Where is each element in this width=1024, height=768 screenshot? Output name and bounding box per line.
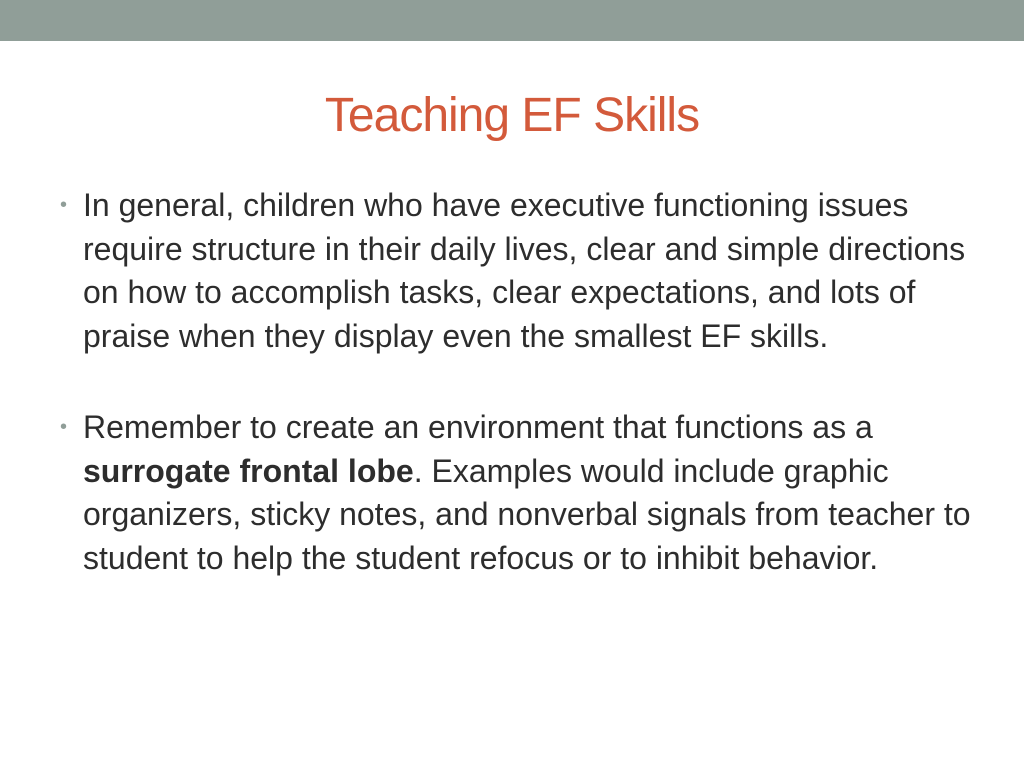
bullet-text-start: Remember to create an environment that functions as a xyxy=(83,409,873,445)
bullet-text xyxy=(83,406,980,580)
top-accent-bar xyxy=(0,0,1024,41)
bullet-text: In general, children who have executive functioning issues require structure in their daily lives, clear and simple directions on how to accomplish tasks, clear expectations, and lots of praise when they display even the smallest EF skills. xyxy=(83,187,966,354)
slide-body xyxy=(60,184,980,580)
bullet-item xyxy=(60,406,980,580)
bullet-dot-icon: • xyxy=(60,194,68,216)
slide-title: Teaching EF Skills xyxy=(324,89,700,142)
bullet-item xyxy=(60,184,980,358)
bullet-text-end: . Examples would include graphic organizers, sticky notes, and nonverbal signals from teacher to student to help the student refocus or to inhibit behavior. xyxy=(83,452,971,576)
bold-term: surrogate frontal lobe xyxy=(83,452,414,489)
bullet-dot-icon: • xyxy=(60,416,68,438)
